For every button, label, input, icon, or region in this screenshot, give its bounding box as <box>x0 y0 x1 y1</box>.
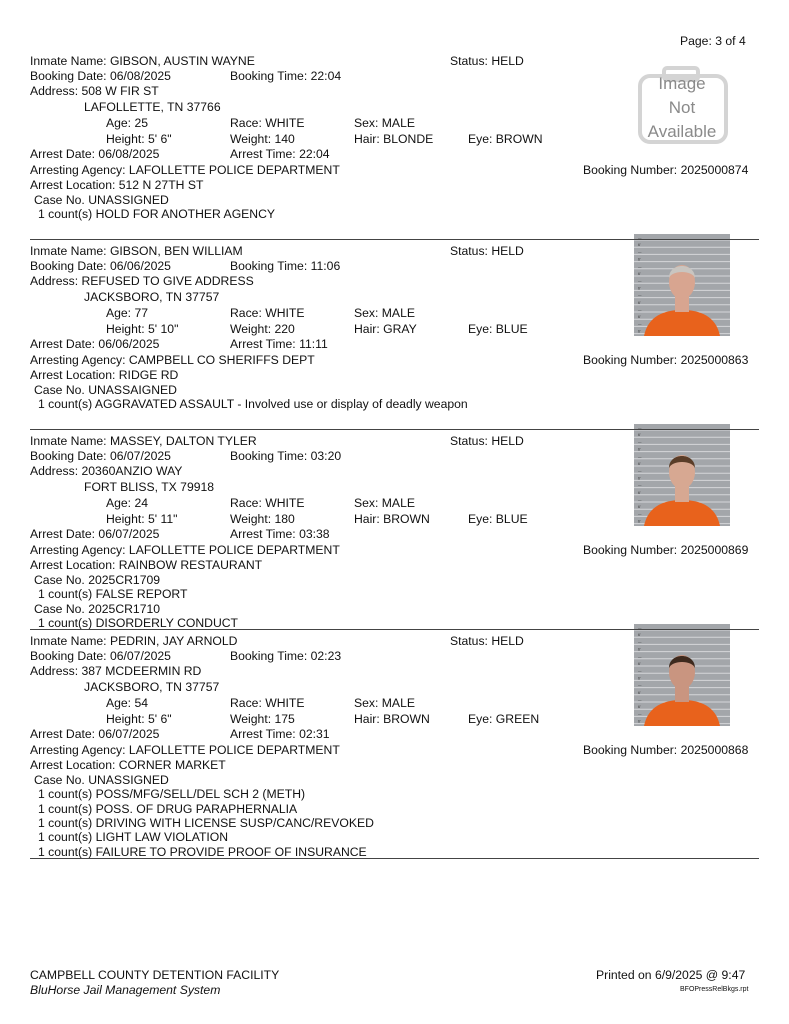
hair-label: Hair: <box>354 512 380 526</box>
arrest-date <box>30 527 159 541</box>
arrest-time <box>230 527 330 541</box>
height-label: Height: <box>106 712 145 726</box>
inmate-name <box>30 244 243 258</box>
race-label: Race: <box>230 116 262 130</box>
booking-date-label: Booking Date: <box>30 449 107 463</box>
weight-label: Weight: <box>230 132 272 146</box>
sex-label: Sex: <box>354 696 379 710</box>
arrest-location <box>30 558 262 572</box>
case-number-label: Case No. <box>34 601 85 616</box>
placeholder-text: Image <box>658 74 706 93</box>
weight-label: Weight: <box>230 712 272 726</box>
svg-text:6': 6' <box>638 519 641 524</box>
footer-report-code: BFOPressRelBkgs.rpt <box>680 986 749 993</box>
hair <box>354 322 417 336</box>
svg-text:6': 6' <box>638 676 641 681</box>
weight <box>230 132 295 146</box>
svg-text:—: — <box>638 293 642 298</box>
arresting-agency-value: LAFOLLETTE POLICE DEPARTMENT <box>128 543 340 557</box>
svg-text:—: — <box>638 683 642 688</box>
address <box>30 274 254 288</box>
arrest-time-value: 03:38 <box>299 527 330 541</box>
status <box>450 434 524 448</box>
booking-number-label: Booking Number: <box>583 543 678 557</box>
booking-date <box>30 649 171 663</box>
eye <box>468 512 528 526</box>
svg-text:6': 6' <box>638 662 641 666</box>
booking-date-value: 06/07/2025 <box>109 449 171 463</box>
svg-text:6': 6' <box>638 300 641 305</box>
case-number-value: 2025CR1710 <box>88 601 161 616</box>
height <box>106 512 177 526</box>
address-value: 508 W FIR ST <box>81 84 159 98</box>
race-value: WHITE <box>265 696 305 710</box>
arrest-location <box>30 758 226 772</box>
arrest-location-label: Arrest Location: <box>30 178 116 192</box>
height-value: 5' 10" <box>148 322 179 336</box>
case-number-value: 2025CR1709 <box>88 573 161 587</box>
charge-count: 1 count(s) AGGRAVATED ASSAULT - Involved use or display of deadly weapon <box>38 397 468 412</box>
booking-number <box>583 743 748 757</box>
eye-label: Eye: <box>468 712 493 726</box>
hair-value: BLONDE <box>383 132 434 146</box>
booking-time <box>230 649 341 663</box>
arrest-location-label: Arrest Location: <box>30 758 116 772</box>
svg-text:6': 6' <box>638 329 641 334</box>
arrest-location-label: Arrest Location: <box>30 368 116 382</box>
status-label: Status: <box>450 54 488 68</box>
inmate-name-label: Inmate Name: <box>30 634 107 648</box>
status <box>450 634 524 648</box>
inmate-name-label: Inmate Name: <box>30 244 107 258</box>
svg-text:6': 6' <box>638 447 641 452</box>
case-number <box>34 383 177 397</box>
image-not-available <box>634 62 730 164</box>
eye-label: Eye: <box>468 512 493 526</box>
svg-text:—: — <box>638 498 642 502</box>
footer-system: BluHorse Jail Management System <box>30 983 221 997</box>
address-city: FORT BLISS, TX 79918 <box>84 480 215 494</box>
page-number: Page: 3 of 4 <box>680 34 746 48</box>
case-number-label: Case No. <box>34 193 85 207</box>
eye-value: GREEN <box>495 712 540 726</box>
status-label: Status: <box>450 434 488 448</box>
sex-value: MALE <box>381 696 415 710</box>
svg-text:6': 6' <box>638 243 641 248</box>
address-city: JACKSBORO, TN 37757 <box>84 680 220 694</box>
arrest-location <box>30 368 178 382</box>
booking-time-label: Booking Time: <box>230 449 308 463</box>
arresting-agency <box>30 743 340 757</box>
charge-count: 1 count(s) DRIVING WITH LICENSE SUSP/CANC/REVOKED <box>38 815 374 830</box>
sex <box>354 496 415 510</box>
address <box>30 664 201 678</box>
svg-text:—: — <box>638 483 642 488</box>
booking-number-value: 2025000869 <box>680 543 749 557</box>
hair-label: Hair: <box>354 132 380 146</box>
svg-text:6': 6' <box>638 315 641 320</box>
status-label: Status: <box>450 244 488 258</box>
record-divider <box>30 858 759 859</box>
placeholder-text: Not <box>668 98 696 117</box>
weight <box>230 512 295 526</box>
sex <box>354 116 415 130</box>
arrest-time <box>230 147 330 161</box>
status-value: HELD <box>491 434 524 448</box>
hair <box>354 132 433 146</box>
race-value: WHITE <box>265 496 305 510</box>
person-icon <box>634 234 730 336</box>
case-number-value: UNASSIGNED <box>88 193 169 207</box>
arrest-date <box>30 727 159 741</box>
booking-time-label: Booking Time: <box>230 259 308 273</box>
mugshot-photo <box>634 234 730 336</box>
height-label: Height: <box>106 322 145 336</box>
booking-date-label: Booking Date: <box>30 69 107 83</box>
arrest-date-label: Arrest Date: <box>30 337 96 351</box>
person-icon <box>634 424 730 526</box>
inmate-name <box>30 54 255 68</box>
booking-time <box>230 69 341 83</box>
arrest-date-value: 06/06/2025 <box>98 337 160 351</box>
height-value: 5' 6" <box>148 712 172 726</box>
arresting-agency-value: LAFOLLETTE POLICE DEPARTMENT <box>128 743 340 757</box>
svg-text:6': 6' <box>638 647 641 652</box>
address <box>30 464 182 478</box>
eye <box>468 132 543 146</box>
address-city: LAFOLLETTE, TN 37766 <box>84 100 221 114</box>
weight <box>230 322 295 336</box>
svg-text:—: — <box>638 426 642 430</box>
arresting-agency <box>30 543 340 557</box>
case-number-label: Case No. <box>34 773 85 787</box>
sex-label: Sex: <box>354 496 379 510</box>
case-number <box>34 193 169 207</box>
arrest-date <box>30 337 159 351</box>
booking-time-label: Booking Time: <box>230 69 308 83</box>
booking-date-value: 06/06/2025 <box>109 259 171 273</box>
record-divider <box>30 239 759 240</box>
hair-value: GRAY <box>383 322 417 336</box>
booking-time-label: Booking Time: <box>230 649 308 663</box>
booking-number-label: Booking Number: <box>583 743 678 757</box>
age-label: Age: <box>106 116 132 130</box>
arresting-agency-label: Arresting Agency: <box>30 353 126 367</box>
case-number-value: UNASSAIGNED <box>88 383 177 397</box>
arrest-time <box>230 337 328 351</box>
age-value: 24 <box>134 496 149 510</box>
address <box>30 84 159 98</box>
svg-text:—: — <box>638 279 642 284</box>
arrest-date-label: Arrest Date: <box>30 527 96 541</box>
weight-value: 175 <box>274 712 295 726</box>
booking-time-value: 02:23 <box>310 649 342 663</box>
booking-time <box>230 259 340 273</box>
eye-value: BLUE <box>495 512 528 526</box>
race-value: WHITE <box>265 116 305 130</box>
svg-text:—: — <box>638 264 642 269</box>
arresting-agency-label: Arresting Agency: <box>30 163 126 177</box>
weight-value: 220 <box>274 322 295 336</box>
svg-text:—: — <box>638 669 642 674</box>
svg-text:—: — <box>638 640 642 645</box>
arrest-location-value: 512 N 27TH ST <box>118 178 204 192</box>
arrest-date-value: 06/08/2025 <box>98 147 160 161</box>
race <box>230 496 305 510</box>
arresting-agency-label: Arresting Agency: <box>30 743 126 757</box>
arresting-agency <box>30 163 340 177</box>
booking-number-value: 2025000874 <box>680 163 749 177</box>
weight-value: 140 <box>274 132 295 146</box>
person-icon <box>634 624 730 726</box>
age <box>106 116 148 130</box>
arresting-agency-value: CAMPBELL CO SHERIFFS DEPT <box>128 353 315 367</box>
race-label: Race: <box>230 496 262 510</box>
age-label: Age: <box>106 306 132 320</box>
age-value: 77 <box>134 306 149 320</box>
booking-number-label: Booking Number: <box>583 353 678 367</box>
sex-value: MALE <box>381 496 415 510</box>
booking-time-value: 03:20 <box>310 449 342 463</box>
mugshot-photo <box>634 424 730 526</box>
case-number <box>34 602 160 616</box>
status <box>450 54 524 68</box>
eye-value: BROWN <box>495 132 543 146</box>
address-value: 20360ANZIO WAY <box>81 464 183 478</box>
booking-number <box>583 543 748 557</box>
age <box>106 696 148 710</box>
arrest-date <box>30 147 159 161</box>
svg-text:6': 6' <box>638 433 641 438</box>
booking-number-value: 2025000868 <box>680 743 749 757</box>
weight-label: Weight: <box>230 512 272 526</box>
height <box>106 322 178 336</box>
arrest-time <box>230 727 330 741</box>
address-label: Address: <box>30 664 79 678</box>
race <box>230 306 305 320</box>
inmate-name-label: Inmate Name: <box>30 54 107 68</box>
svg-text:—: — <box>638 469 642 474</box>
arrest-location <box>30 178 203 192</box>
svg-text:6': 6' <box>638 286 641 291</box>
arresting-agency <box>30 353 315 367</box>
address-label: Address: <box>30 84 79 98</box>
arrest-location-value: RAINBOW RESTAURANT <box>118 558 263 572</box>
sex-value: MALE <box>381 116 415 130</box>
arrest-time-label: Arrest Time: <box>230 527 296 541</box>
arrest-time-label: Arrest Time: <box>230 337 296 351</box>
arrest-date-value: 06/07/2025 <box>98 727 160 741</box>
booking-date <box>30 449 171 463</box>
svg-text:—: — <box>638 308 642 312</box>
arrest-time-value: 22:04 <box>299 147 330 161</box>
status-value: HELD <box>491 244 524 258</box>
height-value: 5' 11" <box>148 512 178 526</box>
charge-count: 1 count(s) HOLD FOR ANOTHER AGENCY <box>38 207 276 222</box>
svg-text:6': 6' <box>638 490 641 495</box>
status-label: Status: <box>450 634 488 648</box>
arrest-date-label: Arrest Date: <box>30 147 96 161</box>
svg-text:6': 6' <box>638 505 641 510</box>
svg-text:—: — <box>638 654 642 659</box>
eye <box>468 712 539 726</box>
address-value: REFUSED TO GIVE ADDRESS <box>81 274 254 288</box>
inmate-name-value: PEDRIN, JAY ARNOLD <box>109 634 238 648</box>
booking-date-label: Booking Date: <box>30 649 107 663</box>
booking-time <box>230 449 341 463</box>
race-label: Race: <box>230 306 262 320</box>
eye-value: BLUE <box>495 322 528 336</box>
race-value: WHITE <box>265 306 305 320</box>
footer-printed-on: Printed on 6/9/2025 @ 9:47 <box>596 968 746 982</box>
race <box>230 116 305 130</box>
eye <box>468 322 528 336</box>
weight <box>230 712 295 726</box>
footer-facility: CAMPBELL COUNTY DETENTION FACILITY <box>30 968 280 982</box>
placeholder-text: Available <box>647 122 717 141</box>
booking-date-label: Booking Date: <box>30 259 107 273</box>
charge-count: 1 count(s) POSS/MFG/SELL/DEL SCH 2 (METH) <box>38 787 306 802</box>
booking-number <box>583 353 748 367</box>
sex <box>354 696 415 710</box>
age-label: Age: <box>106 696 132 710</box>
record-divider <box>30 629 759 630</box>
booking-number <box>583 163 748 177</box>
hair-value: BROWN <box>383 512 430 526</box>
svg-text:—: — <box>638 626 642 630</box>
address-value: 387 MCDEERMIN RD <box>81 664 202 678</box>
svg-text:—: — <box>638 440 642 445</box>
charge-count: 1 count(s) FAILURE TO PROVIDE PROOF OF INSURANCE <box>38 844 367 859</box>
eye-label: Eye: <box>468 322 493 336</box>
svg-text:—: — <box>638 236 642 240</box>
arrest-location-value: CORNER MARKET <box>118 758 226 772</box>
svg-text:6': 6' <box>638 690 641 695</box>
address-label: Address: <box>30 274 79 288</box>
status <box>450 244 524 258</box>
mugshot-photo <box>634 624 730 726</box>
status-value: HELD <box>491 634 524 648</box>
svg-text:—: — <box>638 322 642 327</box>
height-label: Height: <box>106 132 145 146</box>
status-value: HELD <box>491 54 524 68</box>
charge-count: 1 count(s) FALSE REPORT <box>38 587 188 602</box>
weight-value: 180 <box>274 512 295 526</box>
height <box>106 712 172 726</box>
height-value: 5' 6" <box>148 132 172 146</box>
case-number <box>34 773 169 787</box>
inmate-name-label: Inmate Name: <box>30 434 107 448</box>
svg-text:—: — <box>638 712 642 717</box>
age <box>106 306 148 320</box>
arrest-time-value: 11:11 <box>299 337 328 351</box>
svg-text:6': 6' <box>638 462 641 466</box>
race-label: Race: <box>230 696 262 710</box>
age-label: Age: <box>106 496 132 510</box>
svg-text:6': 6' <box>638 476 641 481</box>
sex-value: MALE <box>381 306 415 320</box>
svg-text:6': 6' <box>638 257 641 262</box>
sex-label: Sex: <box>354 306 379 320</box>
sex-label: Sex: <box>354 116 379 130</box>
arrest-date-value: 06/07/2025 <box>98 527 160 541</box>
booking-date-value: 06/08/2025 <box>109 69 171 83</box>
charge-count: 1 count(s) LIGHT LAW VIOLATION <box>38 830 229 845</box>
case-number-label: Case No. <box>34 573 85 587</box>
age-value: 25 <box>134 116 149 130</box>
case-number-value: UNASSIGNED <box>88 773 169 787</box>
booking-number-value: 2025000863 <box>680 353 749 367</box>
hair-label: Hair: <box>354 712 380 726</box>
booking-time-value: 11:06 <box>310 259 341 273</box>
sex <box>354 306 415 320</box>
case-number-label: Case No. <box>34 383 85 397</box>
age <box>106 496 148 510</box>
hair <box>354 512 430 526</box>
inmate-name <box>30 434 257 448</box>
eye-label: Eye: <box>468 132 493 146</box>
inmate-name-value: GIBSON, AUSTIN WAYNE <box>109 54 255 68</box>
hair-value: BROWN <box>383 712 430 726</box>
charge-count: 1 count(s) DISORDERLY CONDUCT <box>38 615 239 630</box>
arrest-location-value: RIDGE RD <box>118 368 179 382</box>
svg-text:6': 6' <box>638 633 641 638</box>
booking-date-value: 06/07/2025 <box>109 649 171 663</box>
case-number <box>34 573 160 587</box>
booking-date <box>30 259 171 273</box>
age-value: 54 <box>134 696 149 710</box>
arrest-location-label: Arrest Location: <box>30 558 116 572</box>
inmate-name-value: MASSEY, DALTON TYLER <box>109 434 257 448</box>
charge-count: 1 count(s) POSS. OF DRUG PARAPHERNALIA <box>38 801 298 816</box>
svg-text:6': 6' <box>638 272 641 276</box>
svg-text:6': 6' <box>638 719 641 724</box>
svg-text:—: — <box>638 512 642 517</box>
address-city: JACKSBORO, TN 37757 <box>84 290 220 304</box>
hair <box>354 712 430 726</box>
svg-text:—: — <box>638 250 642 255</box>
arresting-agency-value: LAFOLLETTE POLICE DEPARTMENT <box>128 163 340 177</box>
record-divider <box>30 429 759 430</box>
svg-text:—: — <box>638 698 642 702</box>
arrest-date-label: Arrest Date: <box>30 727 96 741</box>
booking-date <box>30 69 171 83</box>
arrest-time-label: Arrest Time: <box>230 147 296 161</box>
booking-time-value: 22:04 <box>310 69 342 83</box>
weight-label: Weight: <box>230 322 272 336</box>
height <box>106 132 172 146</box>
hair-label: Hair: <box>354 322 380 336</box>
arrest-time-label: Arrest Time: <box>230 727 296 741</box>
inmate-name-value: GIBSON, BEN WILLIAM <box>109 244 243 258</box>
address-label: Address: <box>30 464 79 478</box>
inmate-name <box>30 634 238 648</box>
svg-text:—: — <box>638 454 642 459</box>
height-label: Height: <box>106 512 145 526</box>
svg-text:6': 6' <box>638 705 641 710</box>
arresting-agency-label: Arresting Agency: <box>30 543 126 557</box>
race <box>230 696 305 710</box>
booking-number-label: Booking Number: <box>583 163 678 177</box>
arrest-time-value: 02:31 <box>299 727 330 741</box>
